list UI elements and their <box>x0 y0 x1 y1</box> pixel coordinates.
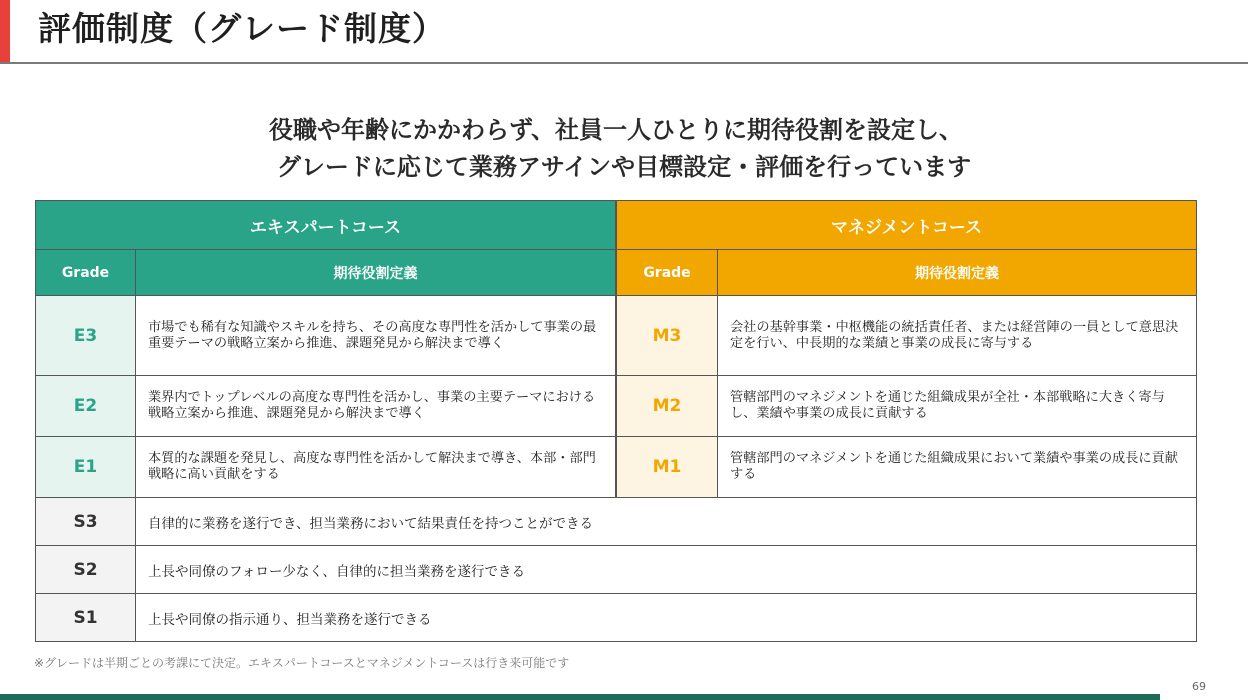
expert-definition-header: 期待役割定義 <box>135 249 616 296</box>
grade-m3-description: 会社の基幹事業・中枢機能の統括責任者、または経営陣の一員として意思決定を行い、中長期的な業績と事業の成長に寄与する <box>717 295 1197 376</box>
management-course-header: マネジメントコース <box>616 200 1197 250</box>
grade-e1: E1 <box>35 436 136 498</box>
grade-table <box>35 200 1197 642</box>
grade-s2-description: 上長や同僚のフォロー少なく、自律的に担当業務を遂行できる <box>135 545 1197 594</box>
management-grade-header: Grade <box>616 249 718 296</box>
grade-m2: M2 <box>616 375 718 437</box>
grade-s1: S1 <box>35 593 136 642</box>
subtitle-line-2: グレードに応じて業務アサインや目標設定・評価を行っています <box>276 153 972 181</box>
title-bar <box>0 0 1248 64</box>
management-definition-header: 期待役割定義 <box>717 249 1197 296</box>
page-number: 69 <box>1192 680 1206 693</box>
grade-s2: S2 <box>35 545 136 594</box>
grade-e3: E3 <box>35 295 136 376</box>
grade-e1-description: 本質的な課題を発見し、高度な専門性を活かして解決まで導き、本部・部門戦略に高い貢献をする <box>135 436 616 498</box>
expert-grade-header: Grade <box>35 249 136 296</box>
expert-course-header: エキスパートコース <box>35 200 616 250</box>
grade-e3-description: 市場でも稀有な知識やスキルを持ち、その高度な専門性を活かして事業の最重要テーマの戦略立案から推進、課題発見から解決まで導く <box>135 295 616 376</box>
grade-m2-description: 管轄部門のマネジメントを通じた組織成果が全社・本部戦略に大きく寄与し、業績や事業の成長に貢献する <box>717 375 1197 437</box>
grade-m1: M1 <box>616 436 718 498</box>
grade-m1-description: 管轄部門のマネジメントを通じた組織成果において業績や事業の成長に貢献する <box>717 436 1197 498</box>
subtitle-line-1: 役職や年齢にかかわらず、社員一人ひとりに期待役割を設定し、 <box>268 116 964 144</box>
grade-m3: M3 <box>616 295 718 376</box>
grade-s3-description: 自律的に業務を遂行でき、担当業務において結果責任を持つことができる <box>135 497 1197 546</box>
grade-e2: E2 <box>35 375 136 437</box>
grade-s1-description: 上長や同僚の指示通り、担当業務を遂行できる <box>135 593 1197 642</box>
title-accent-bar <box>0 0 10 62</box>
page-title: 評価制度（グレード制度） <box>38 9 446 48</box>
bottom-accent-bar <box>0 694 1160 700</box>
footnote: ※グレードは半期ごとの考課にて決定。エキスパートコースとマネジメントコースは行き来可能です <box>34 656 570 670</box>
grade-s3: S3 <box>35 497 136 546</box>
grade-e2-description: 業界内でトップレベルの高度な専門性を活かし、事業の主要テーマにおける戦略立案から推進、課題発見から解決まで導く <box>135 375 616 437</box>
